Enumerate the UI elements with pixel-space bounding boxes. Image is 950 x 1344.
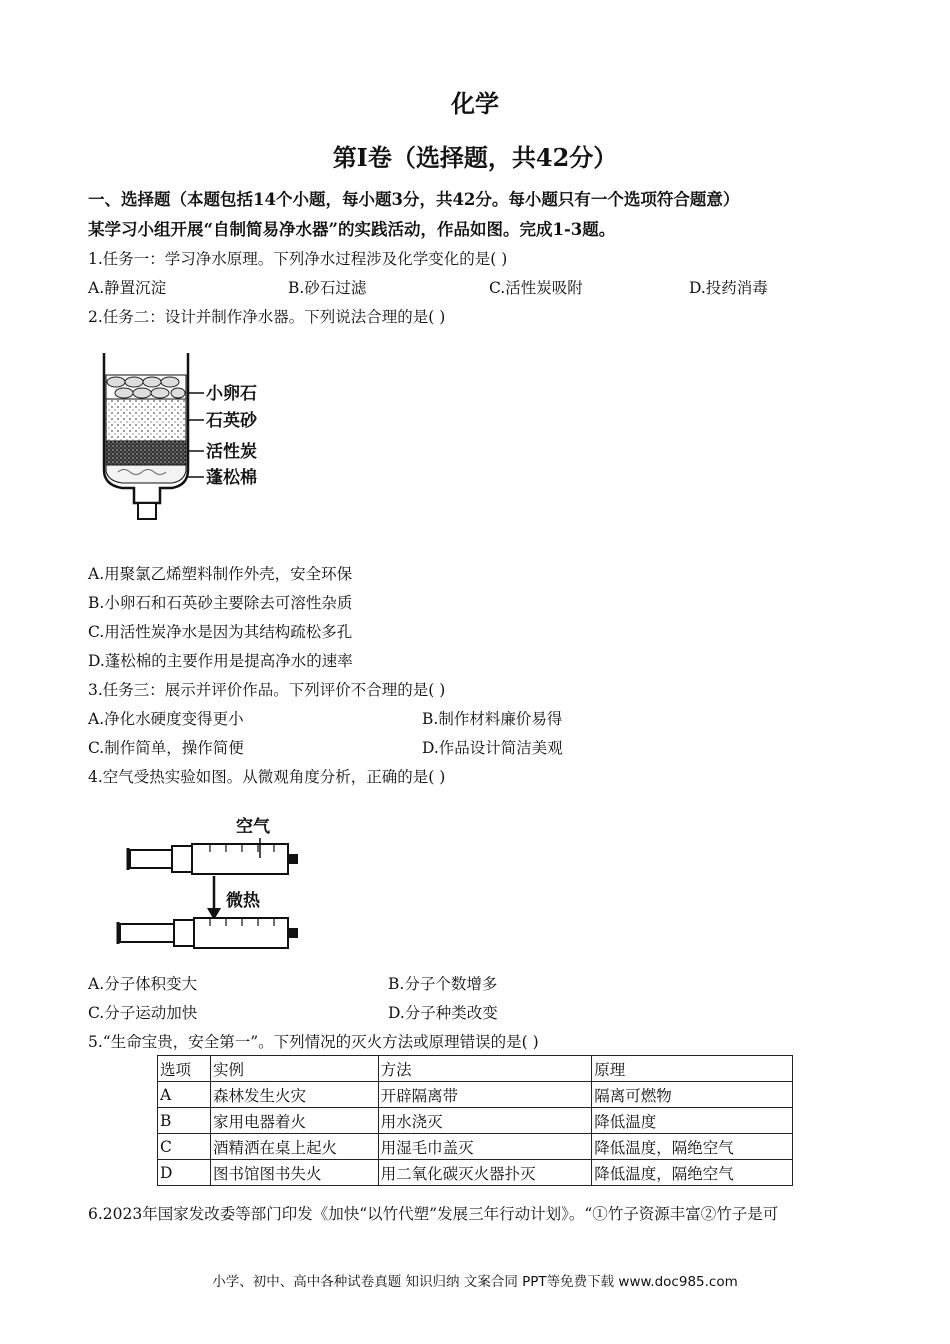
page-title: 化学	[451, 89, 499, 118]
pebble-layer	[106, 375, 186, 399]
syringe-top	[128, 838, 298, 874]
table-cell: 图书馆图书失火	[210, 1160, 378, 1186]
table-cell: C	[158, 1134, 211, 1160]
table-row	[158, 1108, 793, 1134]
q2-option-b: B.小卵石和石英砂主要除去可溶性杂质	[88, 594, 353, 612]
label-air: 空气	[236, 817, 270, 837]
q1-option-d: D.投药消毒	[689, 279, 768, 297]
q4-option-c: C.分子运动加快	[88, 1004, 198, 1022]
section-subtitle: 第I卷（选择题，共42分）	[332, 143, 618, 172]
q2-option-d: D.蓬松棉的主要作用是提高净水的速率	[88, 652, 353, 670]
syringe-bottom	[118, 918, 298, 948]
q3-option-d: D.作品设计简洁美观	[422, 739, 563, 757]
q5-stem: 5.“生命宝贵，安全第一”。下列情况的灭火方法或原理错误的是( )	[88, 1033, 539, 1051]
table-header: 选项	[158, 1056, 211, 1082]
syringe-figure	[110, 810, 310, 958]
q4-option-b: B.分子个数增多	[388, 975, 498, 993]
table-cell: D	[158, 1160, 211, 1186]
water-filter-figure	[92, 345, 292, 545]
q2-stem: 2.任务二：设计并制作净水器。下列说法合理的是( )	[88, 308, 446, 326]
table-cell: 降低温度，隔绝空气	[592, 1134, 793, 1160]
table-cell: B	[158, 1108, 211, 1134]
label-pebble: 小卵石	[206, 384, 257, 404]
table-cell: 家用电器着火	[210, 1108, 378, 1134]
q6-stem: 6.2023年国家发改委等部门印发《加快“以竹代塑”发展三年行动计划》。“①竹子资源丰富②竹子是可	[88, 1205, 779, 1223]
q4-option-a: A.分子体积变大	[88, 975, 198, 993]
table-cell: 酒精洒在桌上起火	[210, 1134, 378, 1160]
table-header: 原理	[592, 1056, 793, 1082]
label-sand: 石英砂	[206, 411, 257, 431]
table-cell: 降低温度	[592, 1108, 793, 1134]
q4-option-d: D.分子种类改变	[388, 1004, 498, 1022]
label-carbon: 活性炭	[206, 442, 257, 462]
q3-option-b: B.制作材料廉价易得	[422, 710, 563, 728]
q1-option-c: C.活性炭吸附	[489, 279, 583, 297]
q1-option-a: A.静置沉淀	[88, 279, 167, 297]
q2-option-c: C.用活性炭净水是因为其结构疏松多孔	[88, 623, 353, 641]
page-footer: 小学、初中、高中各种试卷真题 知识归纳 文案合同 PPT等免费下载 www.doc985.com	[212, 1274, 738, 1290]
q1-option-b: B.砂石过滤	[288, 279, 367, 297]
table-cell: 用二氧化碳灭火器扑灭	[378, 1160, 592, 1186]
cotton-layer	[106, 465, 186, 483]
q4-stem: 4.空气受热实验如图。从微观角度分析，正确的是( )	[88, 768, 446, 786]
sand-layer	[106, 399, 186, 441]
table-cell: 隔离可燃物	[592, 1082, 793, 1108]
table-cell: 开辟隔离带	[378, 1082, 592, 1108]
table-row	[158, 1134, 793, 1160]
table-row	[158, 1160, 793, 1186]
table-cell: A	[158, 1082, 211, 1108]
outlet-tube	[138, 503, 156, 519]
table-header: 方法	[378, 1056, 592, 1082]
table-cell: 用湿毛巾盖灭	[378, 1134, 592, 1160]
table-header-row	[158, 1056, 793, 1082]
table-header: 实例	[210, 1056, 378, 1082]
q3-option-c: C.制作简单，操作简便	[88, 739, 244, 757]
group-intro: 某学习小组开展“自制简易净水器”的实践活动，作品如图。完成1-3题。	[88, 220, 616, 239]
label-heat: 微热	[226, 891, 260, 911]
q1-stem: 1.任务一：学习净水原理。下列净水过程涉及化学变化的是( )	[88, 250, 508, 268]
carbon-layer	[106, 441, 186, 465]
table-row	[158, 1082, 793, 1108]
fire-table	[157, 1055, 793, 1186]
table-cell: 降低温度，隔绝空气	[592, 1160, 793, 1186]
q3-stem: 3.任务三：展示并评价作品。下列评价不合理的是( )	[88, 681, 446, 699]
q3-option-a: A.净化水硬度变得更小	[88, 710, 244, 728]
table-cell: 用水浇灭	[378, 1108, 592, 1134]
q2-option-a: A.用聚氯乙烯塑料制作外壳，安全环保	[88, 565, 353, 583]
label-cotton: 蓬松棉	[206, 468, 257, 488]
section-heading: 一、选择题（本题包括14个小题，每小题3分，共42分。每小题只有一个选项符合题意）	[88, 190, 740, 209]
table-cell: 森林发生火灾	[210, 1082, 378, 1108]
